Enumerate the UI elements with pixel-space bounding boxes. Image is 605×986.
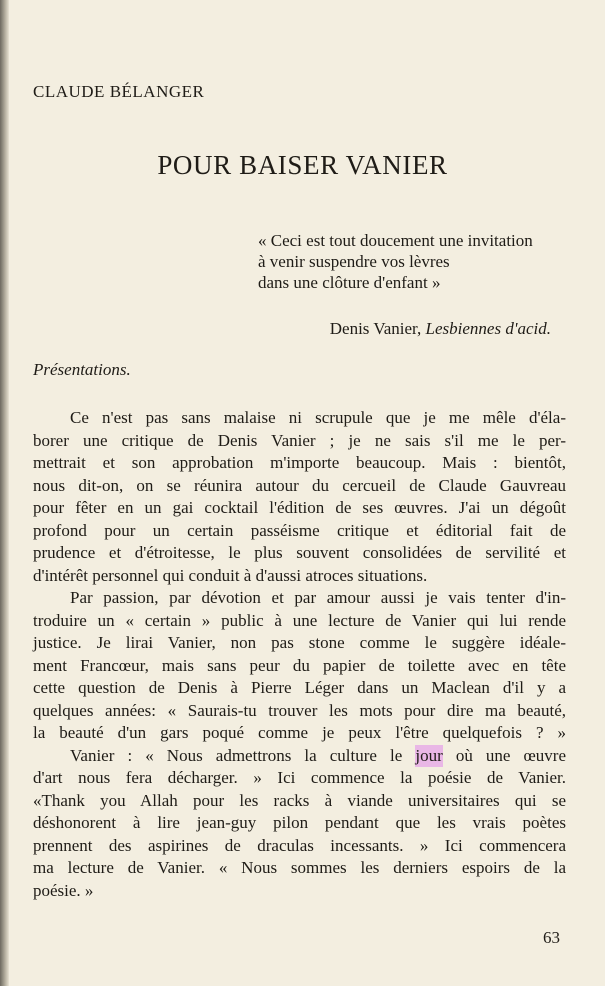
text-line: quelques années: « Saurais-tu trouver les mots pour dire ma beauté, — [33, 700, 566, 720]
epigraph-line: à venir suspendre vos lèvres — [258, 252, 450, 271]
text-line: d'intérêt personnel qui conduit à d'aussi atroces situations. — [33, 565, 428, 585]
text-line: prennent des aspirines de draculas incessants. » Ici commencera — [33, 835, 566, 855]
text-line: justice. Je lirai Vanier, non pas stone comme le suggère idéale- — [33, 633, 566, 652]
text-line: prudence et d'étroitesse, le plus souvent consolidées de servilité et — [33, 543, 566, 562]
text-line: borer une critique de Denis Vanier ; je ne sais s'il me le per- — [33, 430, 566, 450]
text-line: la beauté d'un gars poqué comme je peux l'être quelquefois ? » — [33, 723, 566, 742]
epigraph-line: dans une clôture d'enfant » — [258, 273, 441, 292]
body-text — [33, 407, 566, 902]
article-title: POUR BAISER VANIER — [157, 150, 448, 180]
page-number: 63 — [543, 928, 560, 947]
section-heading: Présentations. — [33, 360, 131, 379]
text-line: déshonorent à lire jean-guy pilon pendant que les vrais poètes — [33, 813, 566, 832]
author-name: CLAUDE BÉLANGER — [33, 82, 205, 101]
text-line: troduire un « certain » public à une lecture de Vanier qui lui rende — [33, 610, 566, 630]
text-line: pour fêter en un gai cocktail l'édition de ses œuvres. J'ai un dégoût — [33, 498, 566, 517]
text-line — [33, 745, 566, 768]
text-line: d'art nous fera décharger. » Ici commence la poésie de Vanier. — [33, 768, 566, 787]
epigraph — [258, 230, 533, 293]
epigraph-line: « Ceci est tout doucement une invitation — [258, 231, 533, 250]
text-line: «Thank you Allah pour les racks à viande universitaires qui se — [33, 790, 566, 810]
text-line: Par passion, par dévotion et par amour aussi je vais tenter d'in- — [70, 588, 566, 607]
attribution-name: Denis Vanier, — [329, 319, 426, 338]
highlighted-word[interactable]: jour — [415, 745, 442, 768]
page-binding-edge — [0, 0, 9, 986]
text-segment: où une œuvre — [442, 745, 567, 765]
attribution-work: Lesbiennes d'acid. — [425, 319, 551, 338]
text-line: nous dit-on, on se réunira autour du cercueil de Claude Gauvreau — [33, 475, 566, 495]
text-segment: Vanier : « Nous admettrons la culture le — [70, 745, 416, 765]
text-line: cette question de Denis à Pierre Léger dans un Maclean d'il y a — [33, 678, 566, 697]
text-line: poésie. » — [33, 880, 94, 900]
text-line: Ce n'est pas sans malaise ni scrupule que je me mêle d'éla- — [70, 408, 566, 427]
text-line: ment Francœur, mais sans peur du papier de toilette avec en tête — [33, 655, 566, 675]
text-line: profond pour un certain passéisme critique et éditorial fait de — [33, 520, 566, 540]
text-line: ma lecture de Vanier. « Nous sommes les derniers espoirs de la — [33, 858, 566, 877]
text-line: mettrait et son approbation m'importe beaucoup. Mais : bientôt, — [33, 453, 566, 472]
epigraph-attribution — [330, 319, 551, 339]
